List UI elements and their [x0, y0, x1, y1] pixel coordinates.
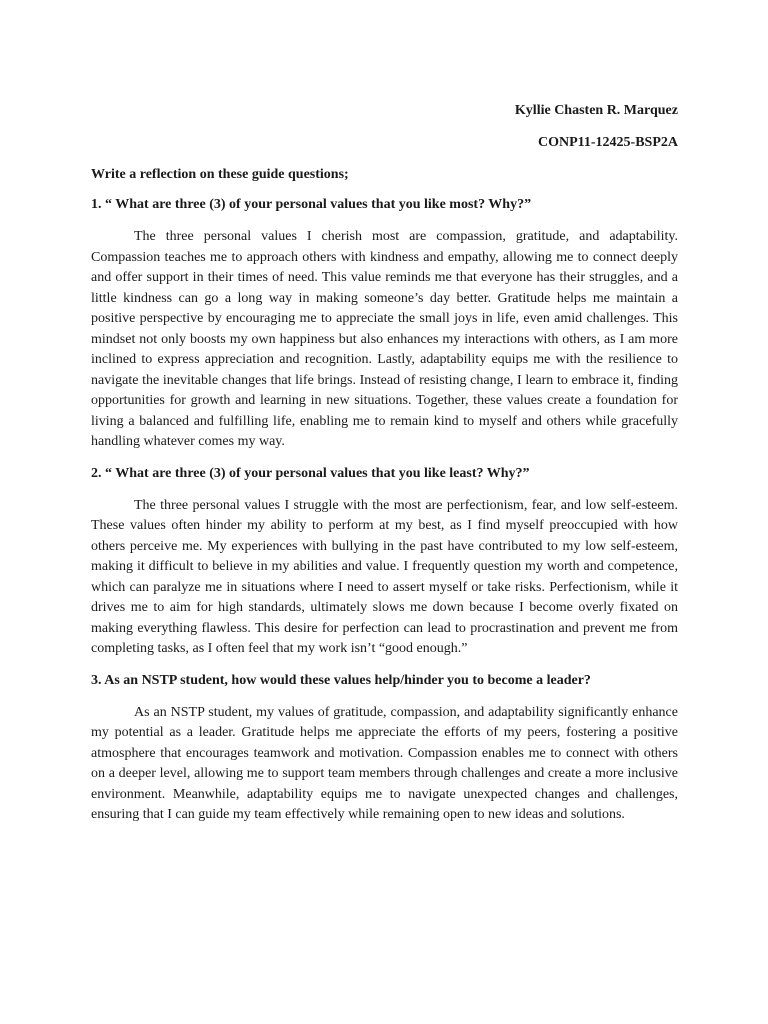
- question-3: 3. As an NSTP student, how would these values help/hinder you to become a leader?: [91, 672, 591, 688]
- answer-2: The three personal values I struggle with the most are perfectionism, fear, and low self-esteem. These values often hinder my ability to perform at my best, as I find myself preoccupied with how others perceive me. My experiences with bullying in the past have contributed to my low self-esteem, making it difficult to believe in my abilities and value. I frequently question my worth and competence, which can paralyze me in situations where I need to assert myself or take risks. Perfectionism, while it drives me to aim for high standards, ultimately slows me down because I become overly fixated on making everything flawless. This desire for perfection can lead to procrastination and prevent me from completing tasks, as I often feel that my work isn’t “good enough.”: [91, 497, 678, 656]
- document-page: [91, 102, 678, 838]
- answer-3: As an NSTP student, my values of gratitude, compassion, and adaptability significantly enhance my potential as a leader. Gratitude helps me appreciate the efforts of my peers, fostering a positive atmosphere that encourages teamwork and motivation. Compassion enables me to connect with others on a deeper level, allowing me to support team members through challenges and create a more inclusive environment. Meanwhile, adaptability equips me to navigate unexpected changes and challenges, ensuring that I can guide my team effectively while remaining open to new ideas and solutions.: [91, 704, 678, 822]
- question-2: 2. “ What are three (3) of your personal values that you like least? Why?”: [91, 465, 530, 481]
- instruction-heading: Write a reflection on these guide questions;: [91, 167, 349, 182]
- student-id: CONP11-12425-BSP2A: [538, 135, 678, 150]
- author-name: Kyllie Chasten R. Marquez: [514, 103, 678, 118]
- question-1: 1. “ What are three (3) of your personal values that you like most? Why?”: [91, 197, 532, 212]
- answer-1: The three personal values I cherish most are compassion, gratitude, and adaptability. Compassion teaches me to approach others with kindness and empathy, allowing me to connect deeply and offer support in their times of need. This value reminds me that everyone has their struggles, and a little kindness can go a long way in making someone’s day better. Gratitude helps me maintain a positive perspective by encouraging me to appreciate the small joys in life, even amid challenges. This mindset not only boosts my own happiness but also enhances my interactions with others, as I am more inclined to express appreciation and recognition. Lastly, adaptability equips me with the resilience to navigate the inevitable changes that life brings. Instead of resisting change, I learn to embrace it, finding opportunities for growth and learning in new situations. Together, these values create a foundation for living a balanced and fulfilling life, enabling me to remain kind to myself and others while gracefully handling whatever comes my way.: [91, 229, 678, 449]
